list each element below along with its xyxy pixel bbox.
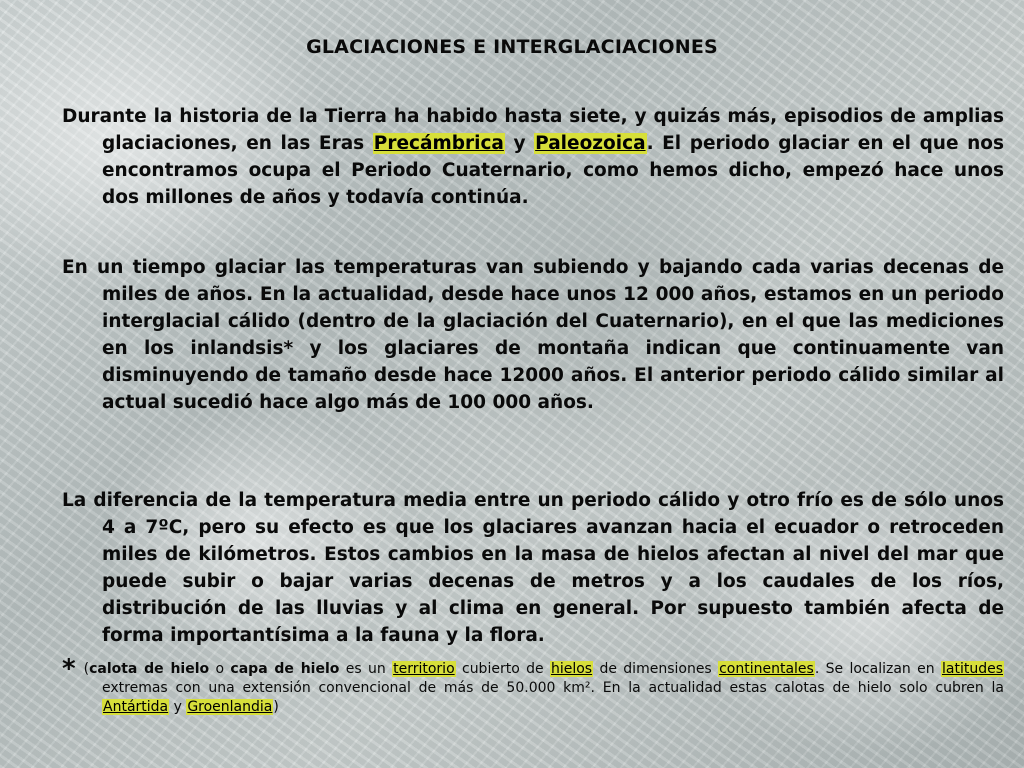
footnote-text: cubierto de: [455, 661, 550, 677]
footnote-text: ): [273, 699, 279, 715]
term-calota-de-hielo: calota de hielo: [89, 661, 210, 677]
footnote-text: de dimensiones: [593, 661, 719, 677]
paragraph-text: y: [504, 133, 535, 154]
term-capa-de-hielo: capa de hielo: [230, 661, 340, 677]
link-hielos[interactable]: hielos: [550, 661, 593, 677]
footnote-text: es un: [339, 661, 393, 677]
footnote-text: extremas con una extensión convencional de más de 50.000 km². En la actualidad estas calotas de hielo solo cubren la: [102, 680, 1004, 696]
footnote-asterisk: *: [62, 654, 76, 684]
footnote-text: . Se localizan en: [814, 661, 941, 677]
link-paleozoica[interactable]: Paleozoica: [535, 133, 646, 154]
footnote-text: y: [169, 699, 187, 715]
paragraph-temperature-difference: La diferencia de la temperatura media entre un periodo cálido y otro frío es de sólo unos 4 a 7ºC, pero su efecto es que los glaciares avanzan hacia el ecuador o retroceden miles de kilómetros. Estos cambios en la masa de hielos afectan al nivel del mar que puede subir o bajar varias decenas de metros y a los caudales de los ríos, distribución de las lluvias y al clima en general. Por supuesto también afecta de forma importantísima a la fauna y la flora.: [62, 490, 1004, 646]
link-territorio[interactable]: territorio: [393, 661, 455, 677]
link-latitudes[interactable]: latitudes: [941, 661, 1003, 677]
paragraph-interglacial: En un tiempo glaciar las temperaturas van subiendo y bajando cada varias decenas de miles de años. En la actualidad, desde hace unos 12 000 años, estamos en un periodo interglacial cálido (dentro de la glaciación del Cuaternario), en el que las mediciones en los inlandsis* y los glaciares de montaña indican que continuamente van disminuyendo de tamaño desde hace 12000 años. El anterior periodo cálido similar al actual sucedió hace algo más de 100 000 años.: [62, 257, 1004, 413]
paragraph-glaciation-history: [62, 103, 1004, 211]
link-precambrica[interactable]: Precámbrica: [373, 133, 504, 154]
footnote-text: (: [83, 661, 90, 677]
slide-title: GLACIACIONES E INTERGLACIACIONES: [306, 36, 718, 58]
footnote-text: o: [209, 661, 231, 677]
link-antartida[interactable]: Antártida: [103, 699, 169, 715]
footnote: [62, 654, 1004, 717]
paragraph-text: Durante la historia de la Tierra ha habido hasta siete, y quizás más, episodios de amplias glaciaciones, en las Eras: [62, 106, 1004, 154]
link-groenlandia[interactable]: Groenlandia: [187, 699, 273, 715]
paragraph-text: . El periodo glaciar en el que nos encontramos ocupa el Periodo Cuaternario, como hemos dicho, empezó hace unos dos millones de años y todavía continúa.: [102, 133, 1004, 208]
link-continentales[interactable]: continentales: [719, 661, 814, 677]
